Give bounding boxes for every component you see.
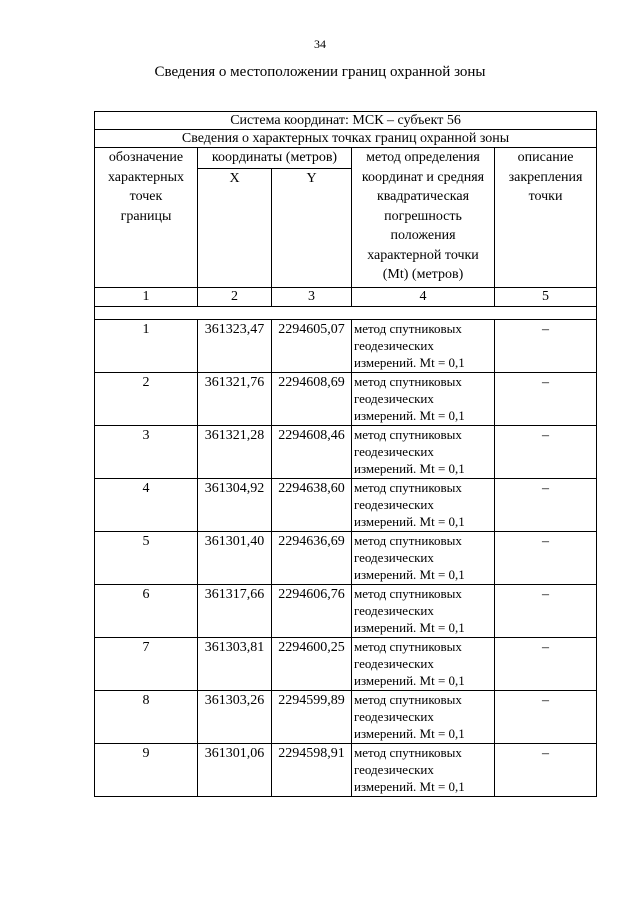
y-coordinate: 2294605,07: [272, 319, 352, 372]
point-number: 6: [95, 584, 198, 637]
y-coordinate: 2294599,89: [272, 690, 352, 743]
point-number: 5: [95, 531, 198, 584]
method-cell: метод спутниковых геодезических измерений. Mt = 0,1: [352, 690, 495, 743]
point-number: 3: [95, 425, 198, 478]
description-cell: –: [495, 319, 597, 372]
table-row: [95, 531, 597, 584]
point-number: 8: [95, 690, 198, 743]
table-row: [95, 690, 597, 743]
point-number: 4: [95, 478, 198, 531]
description-cell: –: [495, 531, 597, 584]
table-row: [95, 319, 597, 372]
method-cell: метод спутниковых геодезических измерений. Mt = 0,1: [352, 478, 495, 531]
spacer-row: [95, 306, 597, 319]
document-title: Сведения о местоположении границ охранной зоны: [154, 64, 486, 80]
y-coordinate: 2294598,91: [272, 743, 352, 796]
table-row: [95, 372, 597, 425]
description-cell: –: [495, 743, 597, 796]
x-coordinate: 361304,92: [198, 478, 272, 531]
method-cell: метод спутниковых геодезических измерений. Mt = 0,1: [352, 637, 495, 690]
x-coordinate: 361321,76: [198, 372, 272, 425]
header-coordinates: координаты (метров): [198, 148, 352, 169]
column-number: 3: [272, 287, 352, 306]
description-cell: –: [495, 478, 597, 531]
method-cell: метод спутниковых геодезических измерений. Mt = 0,1: [352, 743, 495, 796]
table-row: [95, 584, 597, 637]
column-number: 5: [495, 287, 597, 306]
description-cell: –: [495, 637, 597, 690]
table-row: [95, 637, 597, 690]
header-description: описание закрепления точки: [495, 148, 597, 288]
column-numbers-row: [95, 287, 597, 306]
coordinate-system-cell: Система координат: МСК – субъект 56: [95, 112, 597, 130]
header-y: Y: [272, 168, 352, 287]
y-coordinate: 2294606,76: [272, 584, 352, 637]
y-coordinate: 2294600,25: [272, 637, 352, 690]
x-coordinate: 361301,40: [198, 531, 272, 584]
x-coordinate: 361301,06: [198, 743, 272, 796]
column-number: 1: [95, 287, 198, 306]
point-number: 2: [95, 372, 198, 425]
x-coordinate: 361303,26: [198, 690, 272, 743]
column-number: 2: [198, 287, 272, 306]
x-coordinate: 361303,81: [198, 637, 272, 690]
table-row: [95, 743, 597, 796]
method-cell: метод спутниковых геодезических измерений. Mt = 0,1: [352, 425, 495, 478]
boundary-points-table: [94, 111, 597, 797]
page-number: 34: [314, 37, 326, 51]
description-cell: –: [495, 584, 597, 637]
section-title-cell: Сведения о характерных точках границ охранной зоны: [95, 130, 597, 148]
method-cell: метод спутниковых геодезических измерений. Mt = 0,1: [352, 319, 495, 372]
header-designation: обозначение характерных точек границы: [95, 148, 198, 288]
description-cell: –: [495, 425, 597, 478]
x-coordinate: 361323,47: [198, 319, 272, 372]
y-coordinate: 2294608,69: [272, 372, 352, 425]
table-row: [95, 425, 597, 478]
header-x: X: [198, 168, 272, 287]
x-coordinate: 361321,28: [198, 425, 272, 478]
header-method: метод определения координат и средняя квадратическая погрешность положения характерной точки (Mt) (метров): [352, 148, 495, 288]
description-cell: –: [495, 690, 597, 743]
y-coordinate: 2294638,60: [272, 478, 352, 531]
point-number: 7: [95, 637, 198, 690]
x-coordinate: 361317,66: [198, 584, 272, 637]
method-cell: метод спутниковых геодезических измерений. Mt = 0,1: [352, 531, 495, 584]
method-cell: метод спутниковых геодезических измерений. Mt = 0,1: [352, 372, 495, 425]
description-cell: –: [495, 372, 597, 425]
point-number: 1: [95, 319, 198, 372]
method-cell: метод спутниковых геодезических измерений. Mt = 0,1: [352, 584, 495, 637]
table-row: [95, 478, 597, 531]
point-number: 9: [95, 743, 198, 796]
y-coordinate: 2294636,69: [272, 531, 352, 584]
y-coordinate: 2294608,46: [272, 425, 352, 478]
column-number: 4: [352, 287, 495, 306]
